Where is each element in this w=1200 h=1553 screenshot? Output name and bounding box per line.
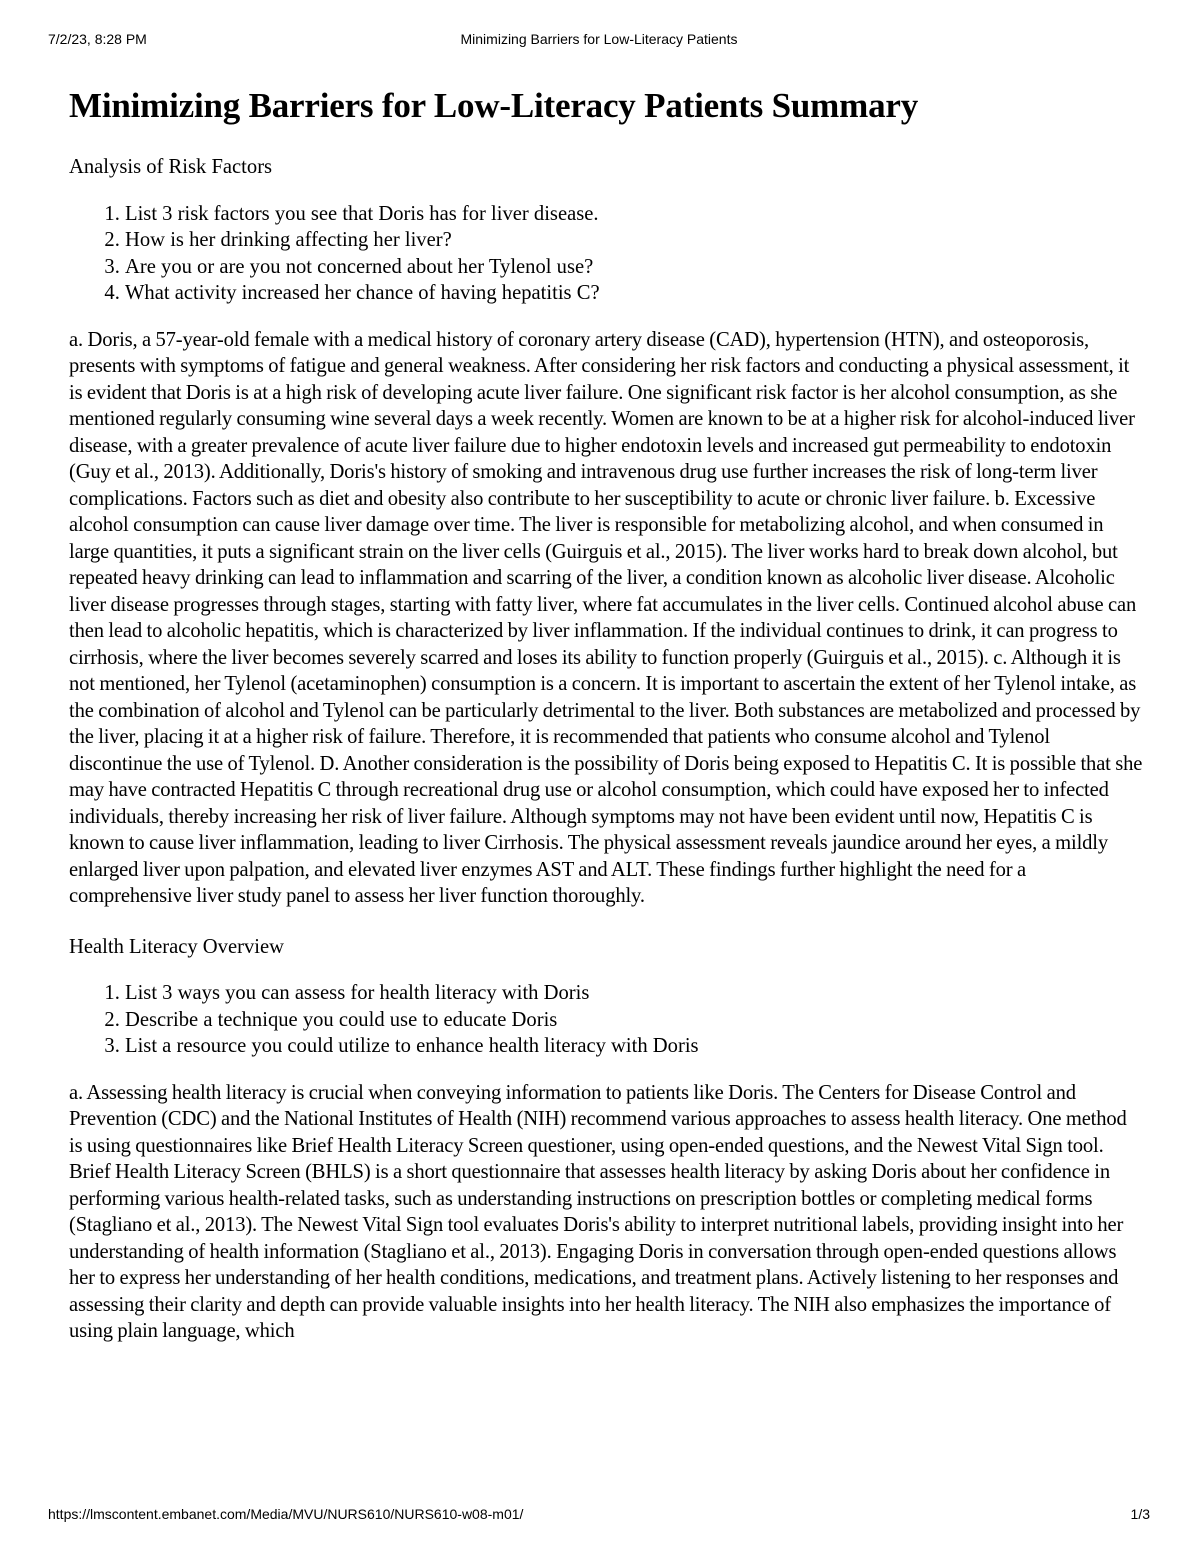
risk-factors-answer: a. Doris, a 57-year-old female with a medical history of coronary artery disease (CAD), hypertension (HTN), and osteoporosis, presents with symptoms of fatigue and general weakness. After considering her risk factors and conducting a physical assessment, it is evident that Doris is at a high risk of developing acute liver failure. One significant risk factor is her alcohol consumption, as she mentioned regularly consuming wine several days a week recently. Women are known to be at a higher risk for alcohol-induced liver disease, with a greater prevalence of acute liver failure due to higher endotoxin levels and increased gut permeability to endotoxin (Guy et al., 2013). Additionally, Doris's history of smoking and intravenous drug use further increases the risk of long-term liver complications. Factors such as diet and obesity also contribute to her susceptibility to acute or chronic liver failure. b. Excessive alcohol consumption can cause liver damage over time. The liver is responsible for metabolizing alcohol, and when consumed in large quantities, it puts a significant strain on the liver cells (Guirguis et al., 2015). The liver works hard to break down alcohol, but repeated heavy drinking can lead to inflammation and scarring of the liver, a condition known as alcoholic liver disease. Alcoholic liver disease progresses through stages, starting with fatty liver, where fat accumulates in the liver cells. Continued alcohol abuse can then lead to alcoholic hepatitis, which is characterized by liver inflammation. If the individual continues to drink, it can progress to cirrhosis, where the liver becomes severely scarred and loses its ability to function properly (Guirguis et al., 2015). c. Although it is not mentioned, her Tylenol (acetaminophen) consumption is a concern. It is important to ascertain the extent of her Tylenol intake, as the combination of alcohol and Tylenol can be particularly detrimental to the liver. Both substances are metabolized and processed by the liver, placing it at a higher risk of failure. Therefore, it is recommended that patients who consume alcohol and Tylenol discontinue the use of Tylenol. D. Another consideration is the possibility of Doris being exposed to Hepatitis C. It is possible that she may have contracted Hepatitis C through recreational drug use or alcohol consumption, which could have exposed her to infected individuals, thereby increasing her risk of liver failure. Although symptoms may not have been evident until now, Hepatitis C is known to cause liver inflammation, leading to liver Cirrhosis. The physical assessment reveals jaundice around her eyes, a mildly enlarged liver upon palpation, and elevated liver enzymes AST and ALT. These findings further highlight the need for a comprehensive liver study panel to assess her liver function thoroughly. bbox=[69, 328, 1143, 907]
list-item: 1. List 3 risk factors you see that Doris has for liver disease. bbox=[125, 201, 1144, 228]
print-page-number: 1/3 bbox=[1130, 1506, 1150, 1522]
health-literacy-answer: a. Assessing health literacy is crucial when conveying information to patients like Doris. The Centers for Disease Control and Prevention (CDC) and the National Institutes of Health (NIH) recommend various approaches to assess health literacy. One method is using questionnaires like Brief Health Literacy Screen questioner, using open-ended questions, and the Newest Vital Sign tool. Brief Health Literacy Screen (BHLS) is a short questionnaire that assesses health literacy by asking Doris about her confidence in performing various health-related tasks, such as understanding instructions on prescription bottles or completing medical forms (Stagliano et al., 2013). The Newest Vital Sign tool evaluates Doris's ability to interpret nutritional labels, providing insight into her understanding of health information (Stagliano et al., 2013). Engaging Doris in conversation through open-ended questions allows her to express her understanding of her health conditions, medications, and treatment plans. Actively listening to her responses and assessing their clarity and depth can provide valuable insights into her health literacy. The NIH also emphasizes the importance of using plain language, which bbox=[69, 1081, 1127, 1342]
list-item: 2. How is her drinking affecting her liver? bbox=[125, 227, 1144, 254]
print-header bbox=[48, 31, 1150, 51]
print-footer bbox=[48, 1506, 1150, 1526]
list-item: 1. List 3 ways you can assess for health literacy with Doris bbox=[125, 980, 1144, 1007]
list-item: 2. Describe a technique you could use to educate Doris bbox=[125, 1007, 1144, 1034]
page-title: Minimizing Barriers for Low-Literacy Patients Summary bbox=[69, 86, 919, 125]
list-item: 3. Are you or are you not concerned about her Tylenol use? bbox=[125, 254, 1144, 281]
print-url: https://lmscontent.embanet.com/Media/MVU/NURS610/NURS610-w08-m01/ bbox=[48, 1506, 524, 1522]
print-datetime: 7/2/23, 8:28 PM bbox=[48, 31, 147, 47]
health-literacy-question-list bbox=[69, 980, 1144, 1060]
document-body bbox=[69, 82, 1144, 1345]
section-heading-health-literacy: Health Literacy Overview bbox=[69, 935, 284, 958]
list-item: 3. List a resource you could utilize to enhance health literacy with Doris bbox=[125, 1033, 1144, 1060]
risk-factors-question-list bbox=[69, 201, 1144, 307]
section-heading-risk-factors: Analysis of Risk Factors bbox=[69, 156, 273, 178]
print-page-title: Minimizing Barriers for Low-Literacy Patients bbox=[460, 31, 738, 47]
list-item: 4. What activity increased her chance of having hepatitis C? bbox=[125, 280, 1144, 307]
